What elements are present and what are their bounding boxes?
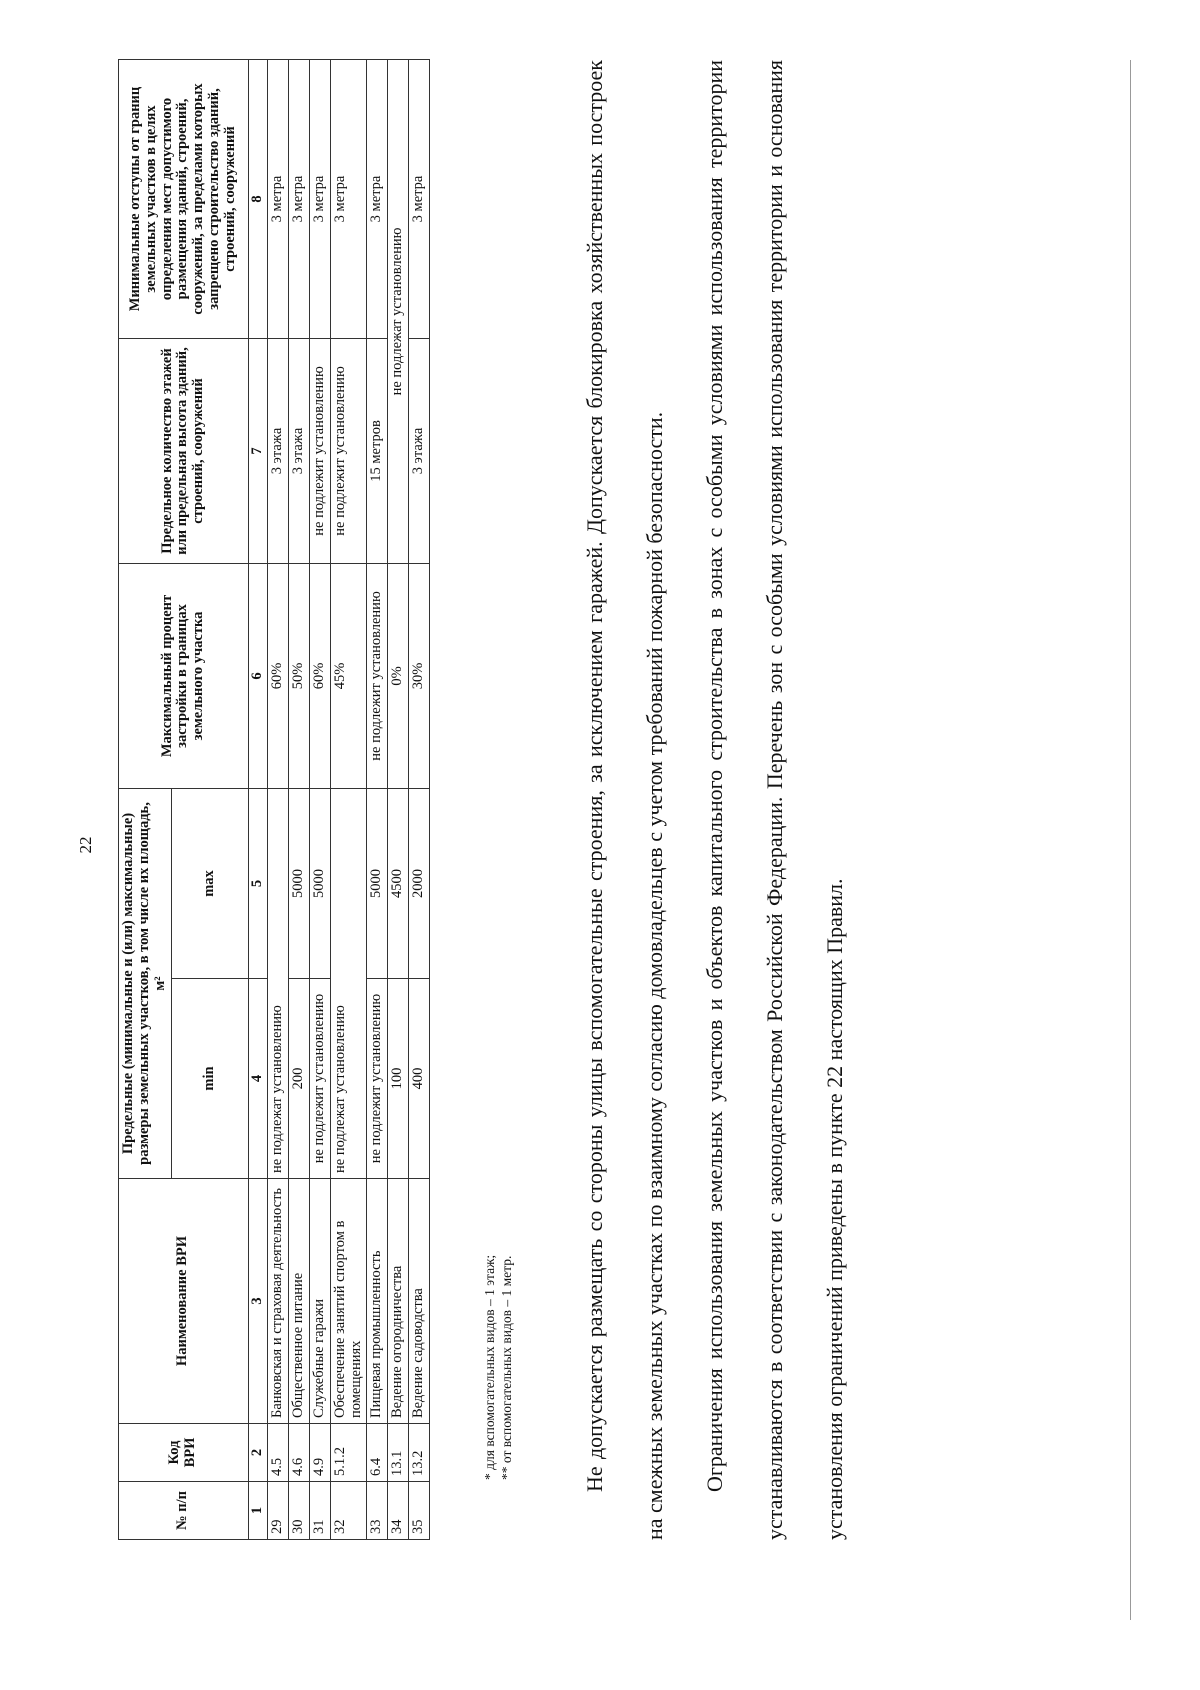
column-number: 1 bbox=[248, 1482, 267, 1540]
cell-name: Ведение огородничества bbox=[388, 1179, 409, 1424]
cell-percent: 60% bbox=[267, 563, 288, 788]
cell-max: 4500 bbox=[388, 788, 409, 978]
cell-name: Служебные гаражи bbox=[309, 1179, 330, 1424]
cell-min: не подлежит установлению bbox=[309, 979, 330, 1179]
cell-floors: 3 этажа bbox=[288, 338, 309, 563]
cell-min: не подлежит установлению bbox=[367, 979, 388, 1179]
cell-code: 4.5 bbox=[267, 1424, 288, 1482]
cell-name: Банковская и страховая деятельность bbox=[267, 1179, 288, 1424]
header-size-group: Предельные (минимальные и (или) максимальные) размеры земельных участков, в том числе их площадь, м² bbox=[119, 788, 172, 1178]
cell-min: 400 bbox=[409, 979, 430, 1179]
table-row bbox=[309, 59, 330, 1539]
cell-floors: не подлежит установлению bbox=[309, 338, 330, 563]
cell-num: 33 bbox=[367, 1482, 388, 1540]
table-row bbox=[267, 59, 288, 1539]
column-number: 2 bbox=[248, 1424, 267, 1482]
column-number: 5 bbox=[248, 788, 267, 978]
cell-percent: 50% bbox=[288, 563, 309, 788]
table-row bbox=[288, 59, 309, 1539]
table-row bbox=[330, 59, 367, 1539]
table-row bbox=[388, 59, 409, 1539]
cell-minmax: не подлежат установлению bbox=[267, 788, 288, 1178]
cell-percent: 30% bbox=[409, 563, 430, 788]
header-percent: Максимальный процент застройки в границах земельного участка bbox=[119, 563, 249, 788]
cell-max: 5000 bbox=[288, 788, 309, 978]
header-row-1 bbox=[119, 59, 172, 1539]
column-number: 6 bbox=[248, 563, 267, 788]
cell-setback: 3 метра bbox=[409, 59, 430, 338]
header-num: № п/п bbox=[119, 1482, 249, 1540]
scan-edge-line bbox=[1130, 60, 1131, 1620]
cell-setback: 3 метра bbox=[330, 59, 367, 338]
column-number: 3 bbox=[248, 1179, 267, 1424]
paragraph: Ограничения использования земельных участков и объектов капитального строительства в зонах с особыми условиями использования территории устанавливаются в соответствии с законодательством Российской Федерации. Перечень зон с особыми условиями использования территории и основания установления ограничений приведены в пункте 22 настоящих Правил. bbox=[702, 60, 847, 1540]
cell-code: 13.2 bbox=[409, 1424, 430, 1482]
cell-floors: 3 этажа bbox=[267, 338, 288, 563]
cell-percent: не подлежит установлению bbox=[367, 563, 388, 788]
cell-name: Обеспечение занятий спортом в помещениях bbox=[330, 1179, 367, 1424]
regulations-table bbox=[118, 59, 430, 1540]
cell-floors: не подлежит установлению bbox=[330, 338, 367, 563]
header-min: min bbox=[171, 979, 248, 1179]
table-footnotes bbox=[482, 1255, 516, 1480]
cell-setback: 3 метра bbox=[267, 59, 288, 338]
cell-code: 4.9 bbox=[309, 1424, 330, 1482]
cell-num: 32 bbox=[330, 1482, 367, 1540]
table-row bbox=[367, 59, 388, 1539]
cell-num: 31 bbox=[309, 1482, 330, 1540]
page-number: 22 bbox=[76, 836, 95, 854]
cell-max: 5000 bbox=[309, 788, 330, 978]
cell-floors-setback: не подлежат установлению bbox=[388, 59, 409, 563]
paragraph: Не допускается размещать со стороны улицы вспомогательные строения, за исключением гаражей. Допускается блокировка хозяйственных построек на смежных земельных участках по взаимному согласию домовладельцев с учетом требований пожарной безопасности. bbox=[582, 60, 667, 1540]
header-floors: Предельное количество этажей или предельная высота зданий, строений, сооружений bbox=[119, 338, 249, 563]
header-name: Наименование ВРИ bbox=[119, 1179, 249, 1424]
footnote: * для вспомогательных видов – 1 этаж; bbox=[482, 1254, 497, 1480]
cell-num: 34 bbox=[388, 1482, 409, 1540]
table-row bbox=[409, 59, 430, 1539]
cell-floors: 3 этажа bbox=[409, 338, 430, 563]
column-number: 7 bbox=[248, 338, 267, 563]
cell-max: 2000 bbox=[409, 788, 430, 978]
cell-code: 6.4 bbox=[367, 1424, 388, 1482]
body-text bbox=[565, 60, 865, 1540]
cell-num: 29 bbox=[267, 1482, 288, 1540]
cell-name: Общественное питание bbox=[288, 1179, 309, 1424]
cell-num: 35 bbox=[409, 1482, 430, 1540]
cell-minmax: не подлежат установлению bbox=[330, 788, 367, 1178]
header-setback: Минимальные отступы от границ земельных участков в целях определения мест допустимого размещения зданий, строений, сооружений, за пределами которых запрещено строительство зданий, строений, сооружений bbox=[119, 59, 249, 338]
cell-percent: 45% bbox=[330, 563, 367, 788]
cell-name: Пищевая промышленность bbox=[367, 1179, 388, 1424]
footnote: ** от вспомогательных видов – 1 метр. bbox=[498, 1255, 514, 1480]
cell-setback: 3 метра bbox=[309, 59, 330, 338]
cell-percent: 0% bbox=[388, 563, 409, 788]
cell-percent: 60% bbox=[309, 563, 330, 788]
cell-code: 5.1.2 bbox=[330, 1424, 367, 1482]
header-max: max bbox=[171, 788, 248, 978]
header-code: Код ВРИ bbox=[119, 1424, 249, 1482]
cell-name: Ведение садоводства bbox=[409, 1179, 430, 1424]
cell-floors: 15 метров bbox=[367, 338, 388, 563]
cell-min: 100 bbox=[388, 979, 409, 1179]
column-number: 8 bbox=[248, 59, 267, 338]
cell-min: 200 bbox=[288, 979, 309, 1179]
cell-code: 13.1 bbox=[388, 1424, 409, 1482]
cell-setback: 3 метра bbox=[288, 59, 309, 338]
cell-code: 4.6 bbox=[288, 1424, 309, 1482]
column-number: 4 bbox=[248, 979, 267, 1179]
cell-num: 30 bbox=[288, 1482, 309, 1540]
cell-setback: 3 метра bbox=[367, 59, 388, 338]
column-number-row bbox=[248, 59, 267, 1539]
cell-max: 5000 bbox=[367, 788, 388, 978]
